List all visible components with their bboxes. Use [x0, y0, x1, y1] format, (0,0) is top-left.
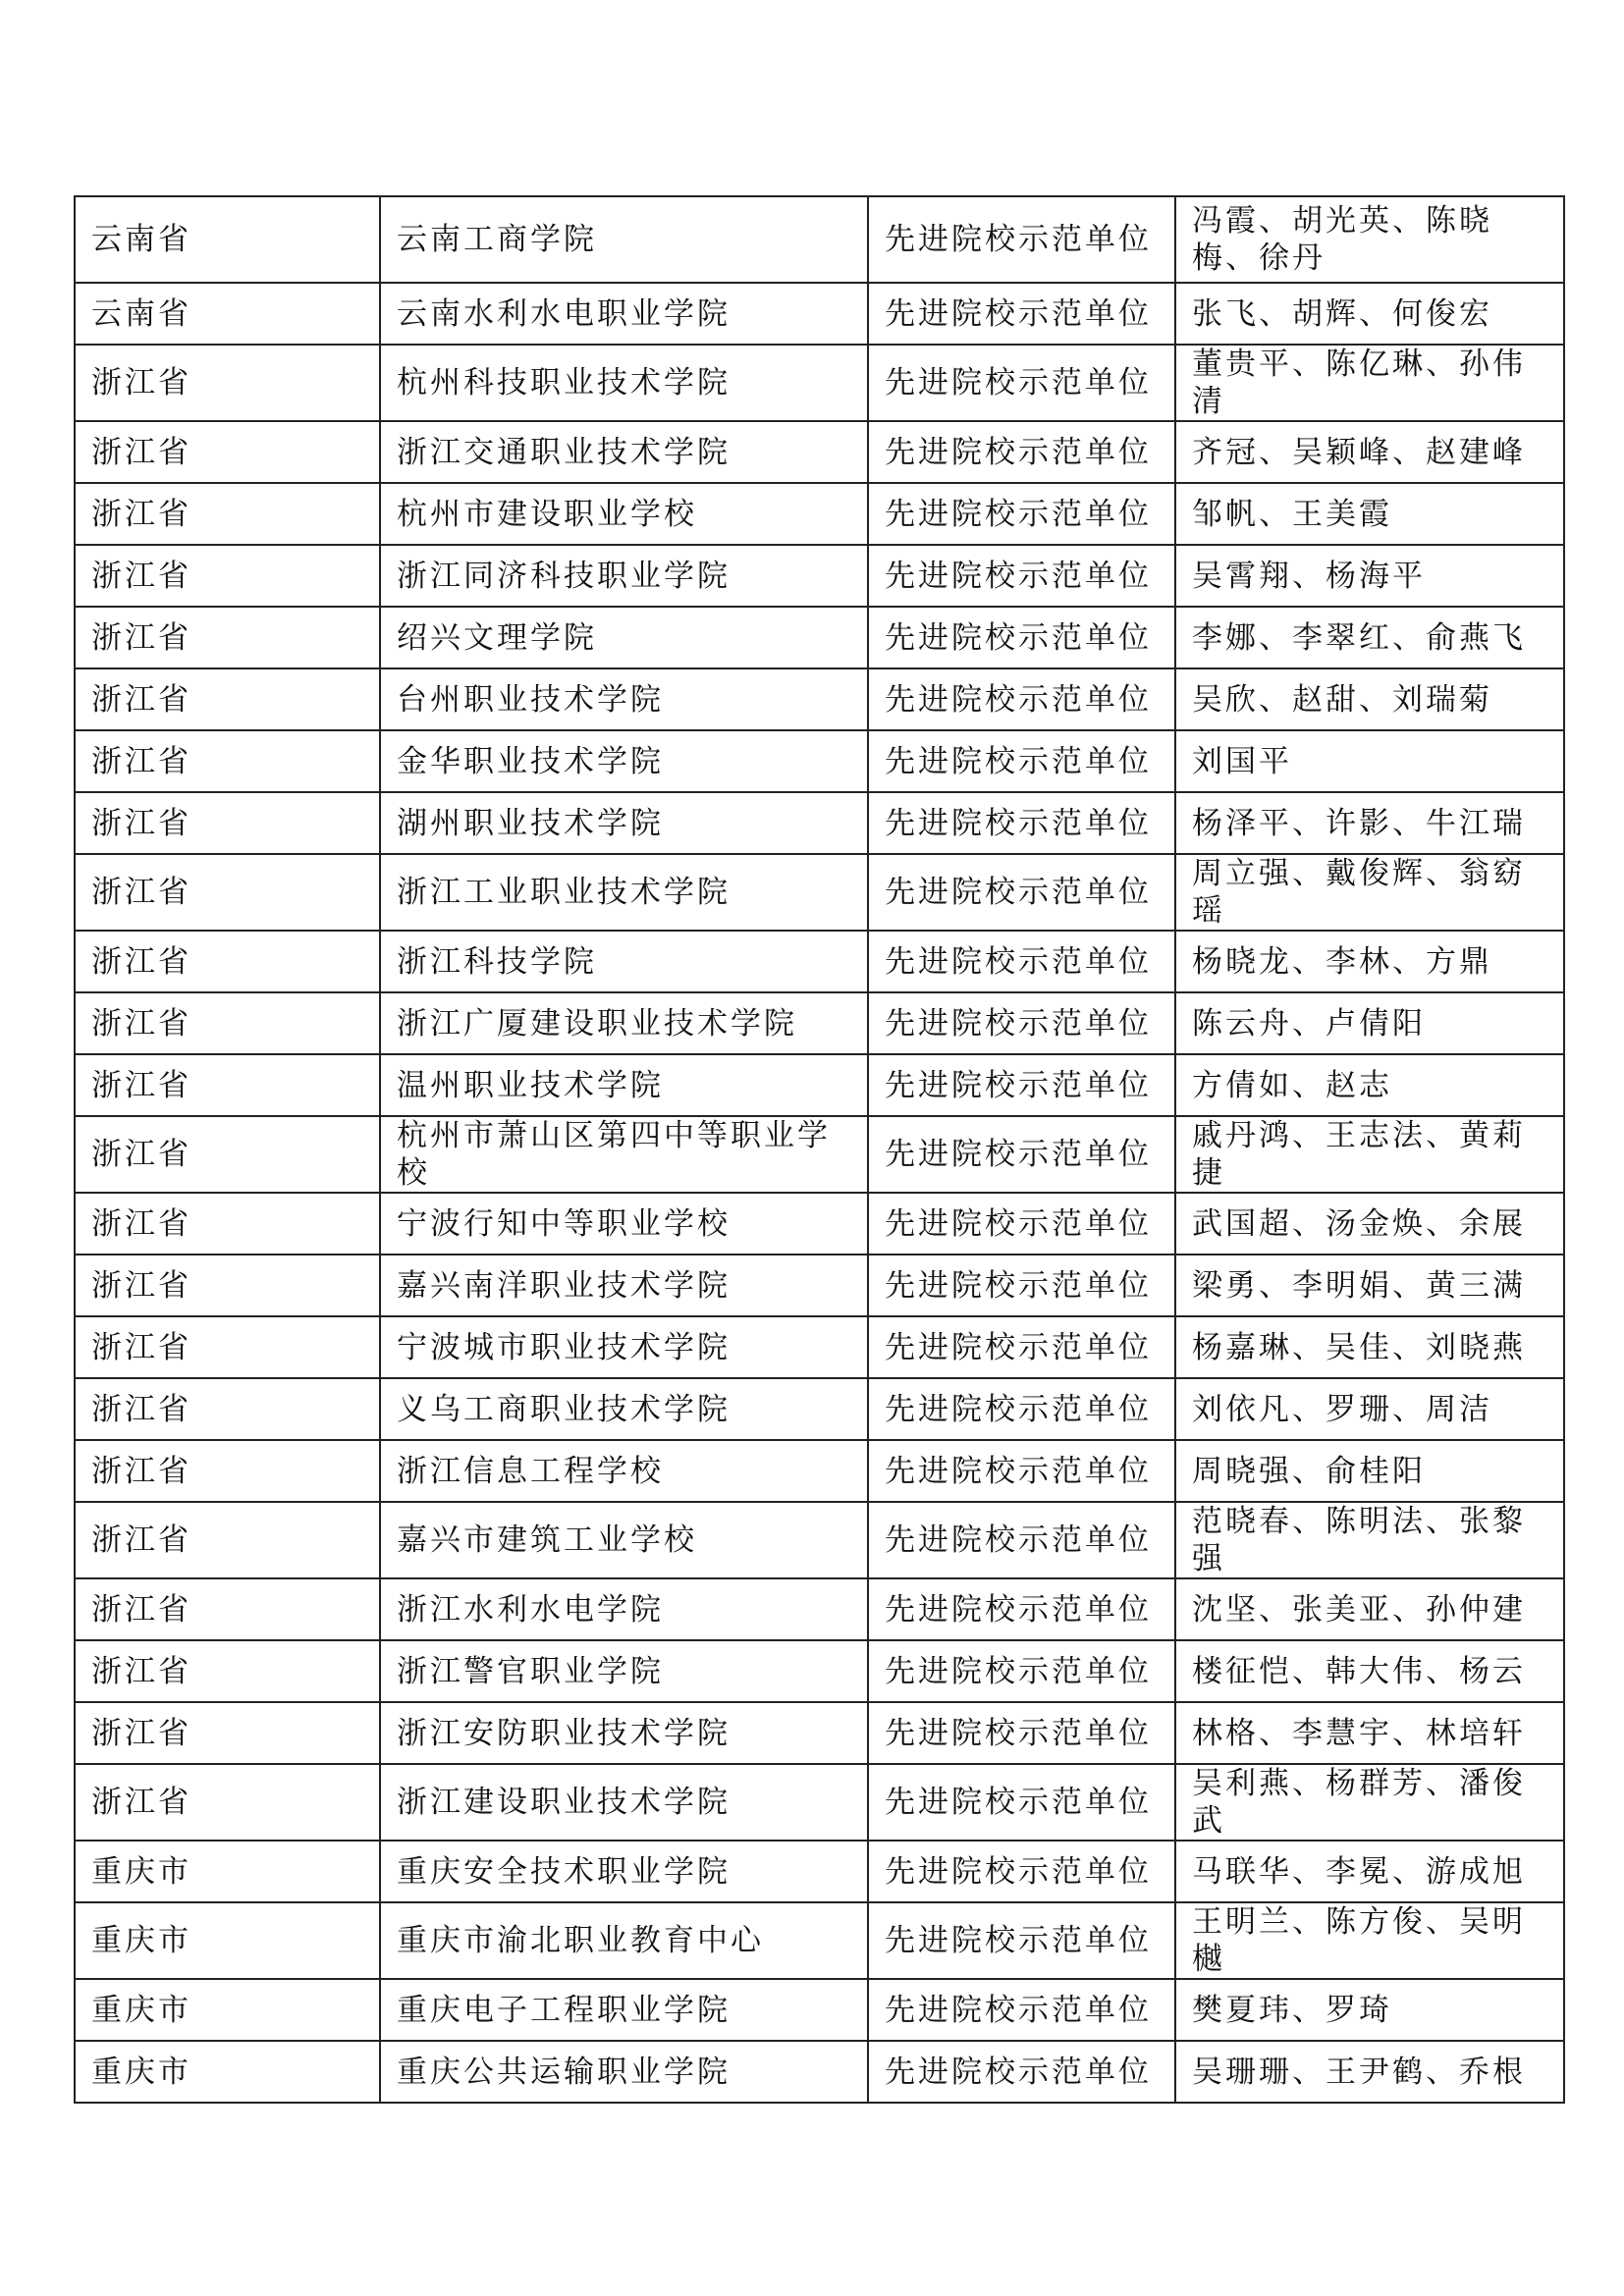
school-cell: 台州职业技术学院 — [380, 668, 868, 730]
province-cell: 浙江省 — [75, 1255, 380, 1316]
school-cell: 金华职业技术学院 — [380, 730, 868, 792]
names-cell: 吴欣、赵甜、刘瑞菊 — [1175, 668, 1564, 730]
school-cell: 浙江警官职业学院 — [380, 1640, 868, 1702]
names-cell: 武国超、汤金焕、余展 — [1175, 1193, 1564, 1255]
province-cell: 浙江省 — [75, 1578, 380, 1640]
award-cell: 先进院校示范单位 — [868, 196, 1175, 283]
names-cell: 王明兰、陈方俊、吴明樾 — [1175, 1902, 1564, 1979]
awards-table — [74, 195, 1565, 2104]
award-cell: 先进院校示范单位 — [868, 792, 1175, 854]
award-cell: 先进院校示范单位 — [868, 1902, 1175, 1979]
province-cell: 浙江省 — [75, 421, 380, 483]
province-cell: 浙江省 — [75, 1702, 380, 1764]
award-cell: 先进院校示范单位 — [868, 421, 1175, 483]
province-cell: 云南省 — [75, 283, 380, 345]
school-cell: 云南工商学院 — [380, 196, 868, 283]
school-cell: 浙江广厦建设职业技术学院 — [380, 992, 868, 1054]
school-cell: 浙江交通职业技术学院 — [380, 421, 868, 483]
school-cell: 重庆安全技术职业学院 — [380, 1841, 868, 1902]
award-cell: 先进院校示范单位 — [868, 1378, 1175, 1440]
names-cell: 杨泽平、许影、牛江瑞 — [1175, 792, 1564, 854]
names-cell: 楼征恺、韩大伟、杨云 — [1175, 1640, 1564, 1702]
award-cell: 先进院校示范单位 — [868, 1578, 1175, 1640]
table-row — [75, 607, 1564, 668]
province-cell: 重庆市 — [75, 1841, 380, 1902]
table-row — [75, 1316, 1564, 1378]
school-cell: 浙江同济科技职业学院 — [380, 545, 868, 607]
names-cell: 方倩如、赵志 — [1175, 1054, 1564, 1116]
school-cell: 浙江水利水电学院 — [380, 1578, 868, 1640]
award-cell: 先进院校示范单位 — [868, 1054, 1175, 1116]
province-cell: 浙江省 — [75, 483, 380, 545]
school-cell: 义乌工商职业技术学院 — [380, 1378, 868, 1440]
table-row — [75, 345, 1564, 421]
award-cell: 先进院校示范单位 — [868, 1764, 1175, 1841]
province-cell: 浙江省 — [75, 730, 380, 792]
table-row — [75, 2041, 1564, 2103]
school-cell: 重庆公共运输职业学院 — [380, 2041, 868, 2103]
province-cell: 云南省 — [75, 196, 380, 283]
names-cell: 沈坚、张美亚、孙仲建 — [1175, 1578, 1564, 1640]
table-row — [75, 1502, 1564, 1578]
school-cell: 绍兴文理学院 — [380, 607, 868, 668]
province-cell: 浙江省 — [75, 1316, 380, 1378]
table-row — [75, 792, 1564, 854]
province-cell: 浙江省 — [75, 668, 380, 730]
table-row — [75, 1764, 1564, 1841]
table-row — [75, 1116, 1564, 1193]
award-cell: 先进院校示范单位 — [868, 2041, 1175, 2103]
award-cell: 先进院校示范单位 — [868, 483, 1175, 545]
award-cell: 先进院校示范单位 — [868, 1316, 1175, 1378]
table-row — [75, 992, 1564, 1054]
names-cell: 吴霄翔、杨海平 — [1175, 545, 1564, 607]
names-cell: 陈云舟、卢倩阳 — [1175, 992, 1564, 1054]
school-cell: 重庆电子工程职业学院 — [380, 1979, 868, 2041]
province-cell: 浙江省 — [75, 1054, 380, 1116]
award-cell: 先进院校示范单位 — [868, 1702, 1175, 1764]
table-row — [75, 1640, 1564, 1702]
table-row — [75, 483, 1564, 545]
names-cell: 齐冠、吴颖峰、赵建峰 — [1175, 421, 1564, 483]
table-row — [75, 1841, 1564, 1902]
award-cell: 先进院校示范单位 — [868, 607, 1175, 668]
table-row — [75, 1702, 1564, 1764]
table-row — [75, 283, 1564, 345]
award-cell: 先进院校示范单位 — [868, 1979, 1175, 2041]
table-row — [75, 196, 1564, 283]
names-cell: 马联华、李冕、游成旭 — [1175, 1841, 1564, 1902]
names-cell: 范晓春、陈明法、张黎强 — [1175, 1502, 1564, 1578]
names-cell: 戚丹鸿、王志法、黄莉捷 — [1175, 1116, 1564, 1193]
names-cell: 冯霞、胡光英、陈晓梅、徐丹 — [1175, 196, 1564, 283]
names-cell: 周立强、戴俊辉、翁窈瑶 — [1175, 854, 1564, 931]
names-cell: 樊夏玮、罗琦 — [1175, 1979, 1564, 2041]
school-cell: 浙江安防职业技术学院 — [380, 1702, 868, 1764]
names-cell: 董贵平、陈亿琳、孙伟清 — [1175, 345, 1564, 421]
award-cell: 先进院校示范单位 — [868, 1640, 1175, 1702]
award-cell: 先进院校示范单位 — [868, 1116, 1175, 1193]
school-cell: 浙江建设职业技术学院 — [380, 1764, 868, 1841]
award-cell: 先进院校示范单位 — [868, 730, 1175, 792]
award-cell: 先进院校示范单位 — [868, 345, 1175, 421]
school-cell: 杭州科技职业技术学院 — [380, 345, 868, 421]
table-row — [75, 1979, 1564, 2041]
province-cell: 浙江省 — [75, 931, 380, 992]
province-cell: 浙江省 — [75, 992, 380, 1054]
school-cell: 杭州市萧山区第四中等职业学校 — [380, 1116, 868, 1193]
table-row — [75, 1440, 1564, 1502]
award-cell: 先进院校示范单位 — [868, 668, 1175, 730]
award-cell: 先进院校示范单位 — [868, 545, 1175, 607]
award-cell: 先进院校示范单位 — [868, 1440, 1175, 1502]
school-cell: 湖州职业技术学院 — [380, 792, 868, 854]
province-cell: 重庆市 — [75, 1979, 380, 2041]
table-row — [75, 1578, 1564, 1640]
award-cell: 先进院校示范单位 — [868, 283, 1175, 345]
province-cell: 重庆市 — [75, 2041, 380, 2103]
school-cell: 浙江科技学院 — [380, 931, 868, 992]
table-row — [75, 668, 1564, 730]
province-cell: 浙江省 — [75, 1378, 380, 1440]
names-cell: 吴珊珊、王尹鹤、乔根 — [1175, 2041, 1564, 2103]
province-cell: 浙江省 — [75, 854, 380, 931]
names-cell: 林格、李慧宇、林培轩 — [1175, 1702, 1564, 1764]
table-row — [75, 730, 1564, 792]
province-cell: 浙江省 — [75, 1193, 380, 1255]
names-cell: 李娜、李翠红、俞燕飞 — [1175, 607, 1564, 668]
table-row — [75, 1902, 1564, 1979]
province-cell: 浙江省 — [75, 345, 380, 421]
names-cell: 张飞、胡辉、何俊宏 — [1175, 283, 1564, 345]
names-cell: 刘国平 — [1175, 730, 1564, 792]
school-cell: 浙江工业职业技术学院 — [380, 854, 868, 931]
table-row — [75, 854, 1564, 931]
table-row — [75, 545, 1564, 607]
table-row — [75, 1378, 1564, 1440]
school-cell: 嘉兴市建筑工业学校 — [380, 1502, 868, 1578]
province-cell: 浙江省 — [75, 1640, 380, 1702]
school-cell: 宁波城市职业技术学院 — [380, 1316, 868, 1378]
province-cell: 浙江省 — [75, 1764, 380, 1841]
province-cell: 浙江省 — [75, 545, 380, 607]
province-cell: 浙江省 — [75, 1440, 380, 1502]
names-cell: 杨嘉琳、吴佳、刘晓燕 — [1175, 1316, 1564, 1378]
award-cell: 先进院校示范单位 — [868, 1502, 1175, 1578]
names-cell: 杨晓龙、李林、方鼎 — [1175, 931, 1564, 992]
award-cell: 先进院校示范单位 — [868, 1841, 1175, 1902]
school-cell: 嘉兴南洋职业技术学院 — [380, 1255, 868, 1316]
names-cell: 吴利燕、杨群芳、潘俊武 — [1175, 1764, 1564, 1841]
names-cell: 刘依凡、罗珊、周洁 — [1175, 1378, 1564, 1440]
province-cell: 浙江省 — [75, 607, 380, 668]
school-cell: 重庆市渝北职业教育中心 — [380, 1902, 868, 1979]
award-cell: 先进院校示范单位 — [868, 1255, 1175, 1316]
school-cell: 杭州市建设职业学校 — [380, 483, 868, 545]
province-cell: 重庆市 — [75, 1902, 380, 1979]
province-cell: 浙江省 — [75, 792, 380, 854]
award-cell: 先进院校示范单位 — [868, 854, 1175, 931]
table-row — [75, 1255, 1564, 1316]
award-cell: 先进院校示范单位 — [868, 992, 1175, 1054]
province-cell: 浙江省 — [75, 1502, 380, 1578]
school-cell: 云南水利水电职业学院 — [380, 283, 868, 345]
names-cell: 邹帆、王美霞 — [1175, 483, 1564, 545]
table-row — [75, 1193, 1564, 1255]
school-cell: 温州职业技术学院 — [380, 1054, 868, 1116]
table-row — [75, 421, 1564, 483]
awards-table-body — [75, 196, 1564, 2103]
award-cell: 先进院校示范单位 — [868, 1193, 1175, 1255]
table-row — [75, 931, 1564, 992]
table-row — [75, 1054, 1564, 1116]
school-cell: 浙江信息工程学校 — [380, 1440, 868, 1502]
names-cell: 周晓强、俞桂阳 — [1175, 1440, 1564, 1502]
award-cell: 先进院校示范单位 — [868, 931, 1175, 992]
province-cell: 浙江省 — [75, 1116, 380, 1193]
names-cell: 梁勇、李明娟、黄三满 — [1175, 1255, 1564, 1316]
school-cell: 宁波行知中等职业学校 — [380, 1193, 868, 1255]
